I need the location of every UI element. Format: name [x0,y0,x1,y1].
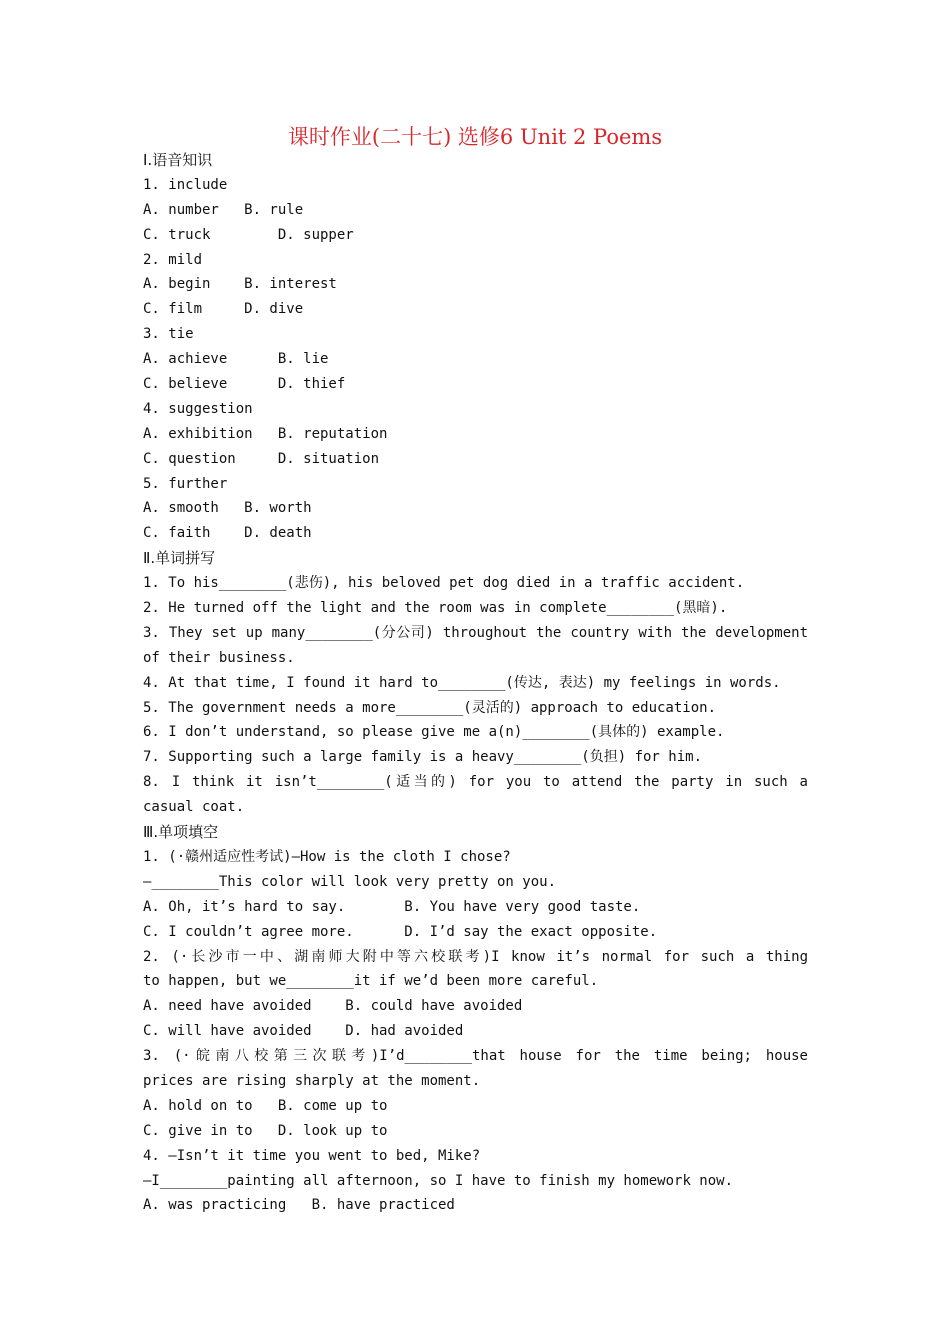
text-line: 3. tie [143,326,194,343]
document-body [143,148,808,1218]
text-line: to happen, but we________it if we’d been more careful. [143,973,599,990]
text-line: C. give in to D. look up to [143,1122,388,1139]
text-line: C. film D. dive [143,301,304,318]
text-line: 6. I don’t understand, so please give me a(n)________(具体的) example. [143,724,725,741]
text-line: C. will have avoided D. had avoided [143,1023,464,1040]
text-line: 1. To his________(悲伤), his beloved pet dog died in a traffic accident. [143,575,745,592]
text-line: prices are rising sharply at the moment. [143,1072,481,1089]
text-line: 3. (·皖南八校第三次联考)I’d________that house for the time being; house [143,1048,808,1065]
text-line: 2. He turned off the light and the room was in complete________(黑暗). [143,600,728,617]
text-line: A. Oh, it’s hard to say. B. You have very good taste. [143,898,641,915]
text-line: 4. At that time, I found it hard to________(传达, 表达) my feelings in words. [143,674,781,691]
text-line: 3. They set up many________(分公司) throughout the country with the development [143,624,808,641]
text-line: A. achieve B. lie [143,351,329,368]
text-line: 2. (·长沙市一中、湖南师大附中等六校联考)I know it’s normal for such a thing [143,948,808,965]
text-line: C. truck D. supper [143,226,354,243]
text-line: 5. further [143,475,228,492]
text-line: 8. I think it isn’t________(适当的) for you to attend the party in such a [143,774,808,791]
text-line: 5. The government needs a more________(灵活的) approach to education. [143,699,717,716]
text-line: A. was practicing B. have practiced [143,1197,455,1214]
text-line: —________This color will look very pretty on you. [143,873,557,890]
text-line: 1. (·赣州适应性考试)—How is the cloth I chose? [143,848,511,865]
text-line: A. smooth B. worth [143,500,312,517]
text-line: C. believe D. thief [143,376,346,393]
text-line: 1. include [143,176,228,193]
page-title: 课时作业(二十七) 选修6 Unit 2 Poems [287,125,663,149]
text-line: A. hold on to B. come up to [143,1097,388,1114]
text-line: casual coat. [143,799,245,816]
text-line: C. faith D. death [143,525,312,542]
text-line: A. begin B. interest [143,276,337,293]
text-line: 4. —Isn’t it time you went to bed, Mike? [143,1147,481,1164]
section-heading: Ⅰ.语音知识 [143,151,213,169]
text-line: 7. Supporting such a large family is a heavy________(负担) for him. [143,749,703,766]
text-line: C. question D. situation [143,450,380,467]
section-heading: Ⅱ.单词拼写 [143,549,216,568]
text-line: —I________painting all afternoon, so I have to finish my homework now. [143,1172,734,1189]
text-line: A. exhibition B. reputation [143,425,388,442]
text-line: C. I couldn’t agree more. D. I’d say the exact opposite. [143,923,658,940]
text-line: 2. mild [143,251,203,268]
text-line: A. need have avoided B. could have avoided [143,998,523,1015]
section-heading: Ⅲ.单项填空 [143,823,219,842]
text-line: of their business. [143,649,295,666]
text-line: 4. suggestion [143,400,253,417]
text-line: A. number B. rule [143,201,304,218]
